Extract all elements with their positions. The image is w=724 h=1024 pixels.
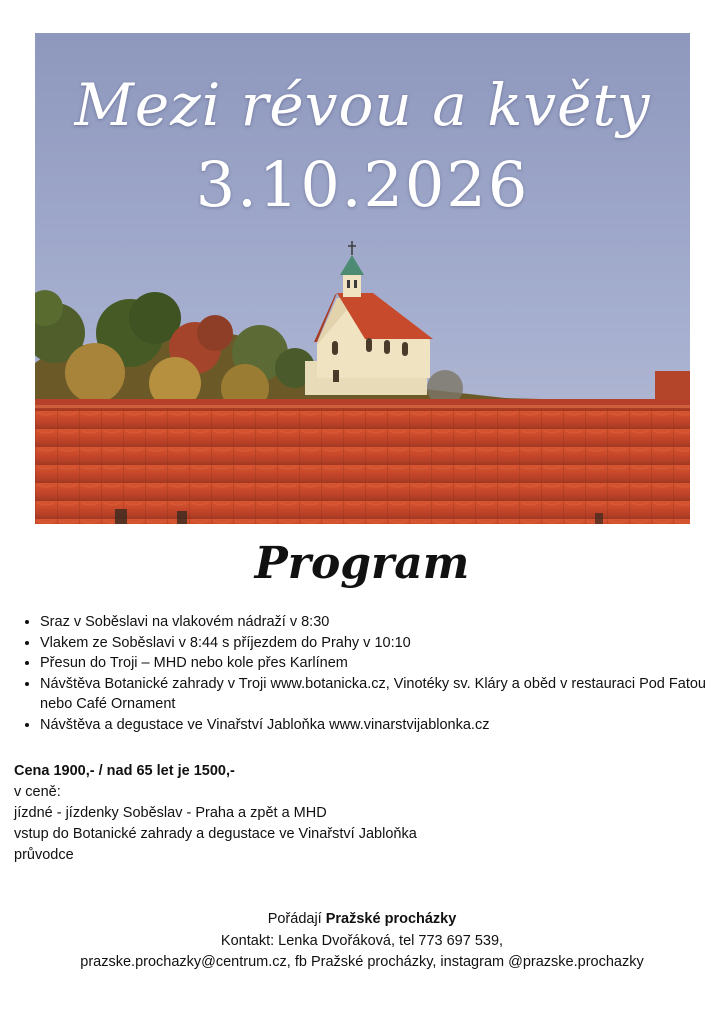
included-item: průvodce [14,847,74,863]
included-item: jízdné - jízdenky Soběslav - Praha a zpět a MHD [14,805,327,821]
program-item: • Sraz v Soběslavi na vlakovém nádraží v 8:30 [40,612,724,633]
program-item: • Návštěva a degustace ve Vinařství Jabloňka www.vinarstvijablonka.cz [40,715,724,736]
organizer-line [0,909,724,931]
event-date: 3.10.2026 [195,148,530,221]
links-line: prazske.prochazky@centrum.cz, fb Pražské procházky, instagram @prazske.prochazky [80,954,644,970]
hero-photo [35,33,690,524]
program-list [14,612,724,735]
footer [0,909,724,974]
organizer-name: Pražské procházky [325,911,457,927]
program-item: • Přesun do Troji – MHD nebo kole přes Karlínem [40,653,724,674]
organizer-prefix: Pořádají [267,911,322,927]
price-headline: Cena 1900,- / nad 65 let je 1500,- [14,763,235,779]
included-item: vstup do Botanické zahrady a degustace ve Vinařství Jabloňka [14,826,417,842]
program-heading: Program [254,538,470,589]
included-label: v ceně: [14,784,61,800]
event-title: Mezi révou a květy [74,71,651,139]
price-block [14,761,704,866]
program-item: • Návštěva Botanické zahrady v Troji www.botanicka.cz, Vinotéky sv. Kláry a oběd v restauraci Pod Fatou nebo Café Ornament [40,674,724,715]
contact-line: Kontakt: Lenka Dvořáková, tel 773 697 539, [220,932,504,949]
tiled-roof [35,399,690,524]
program-item: • Vlakem ze Soběslavi v 8:44 s příjezdem do Prahy v 10:10 [40,633,724,654]
